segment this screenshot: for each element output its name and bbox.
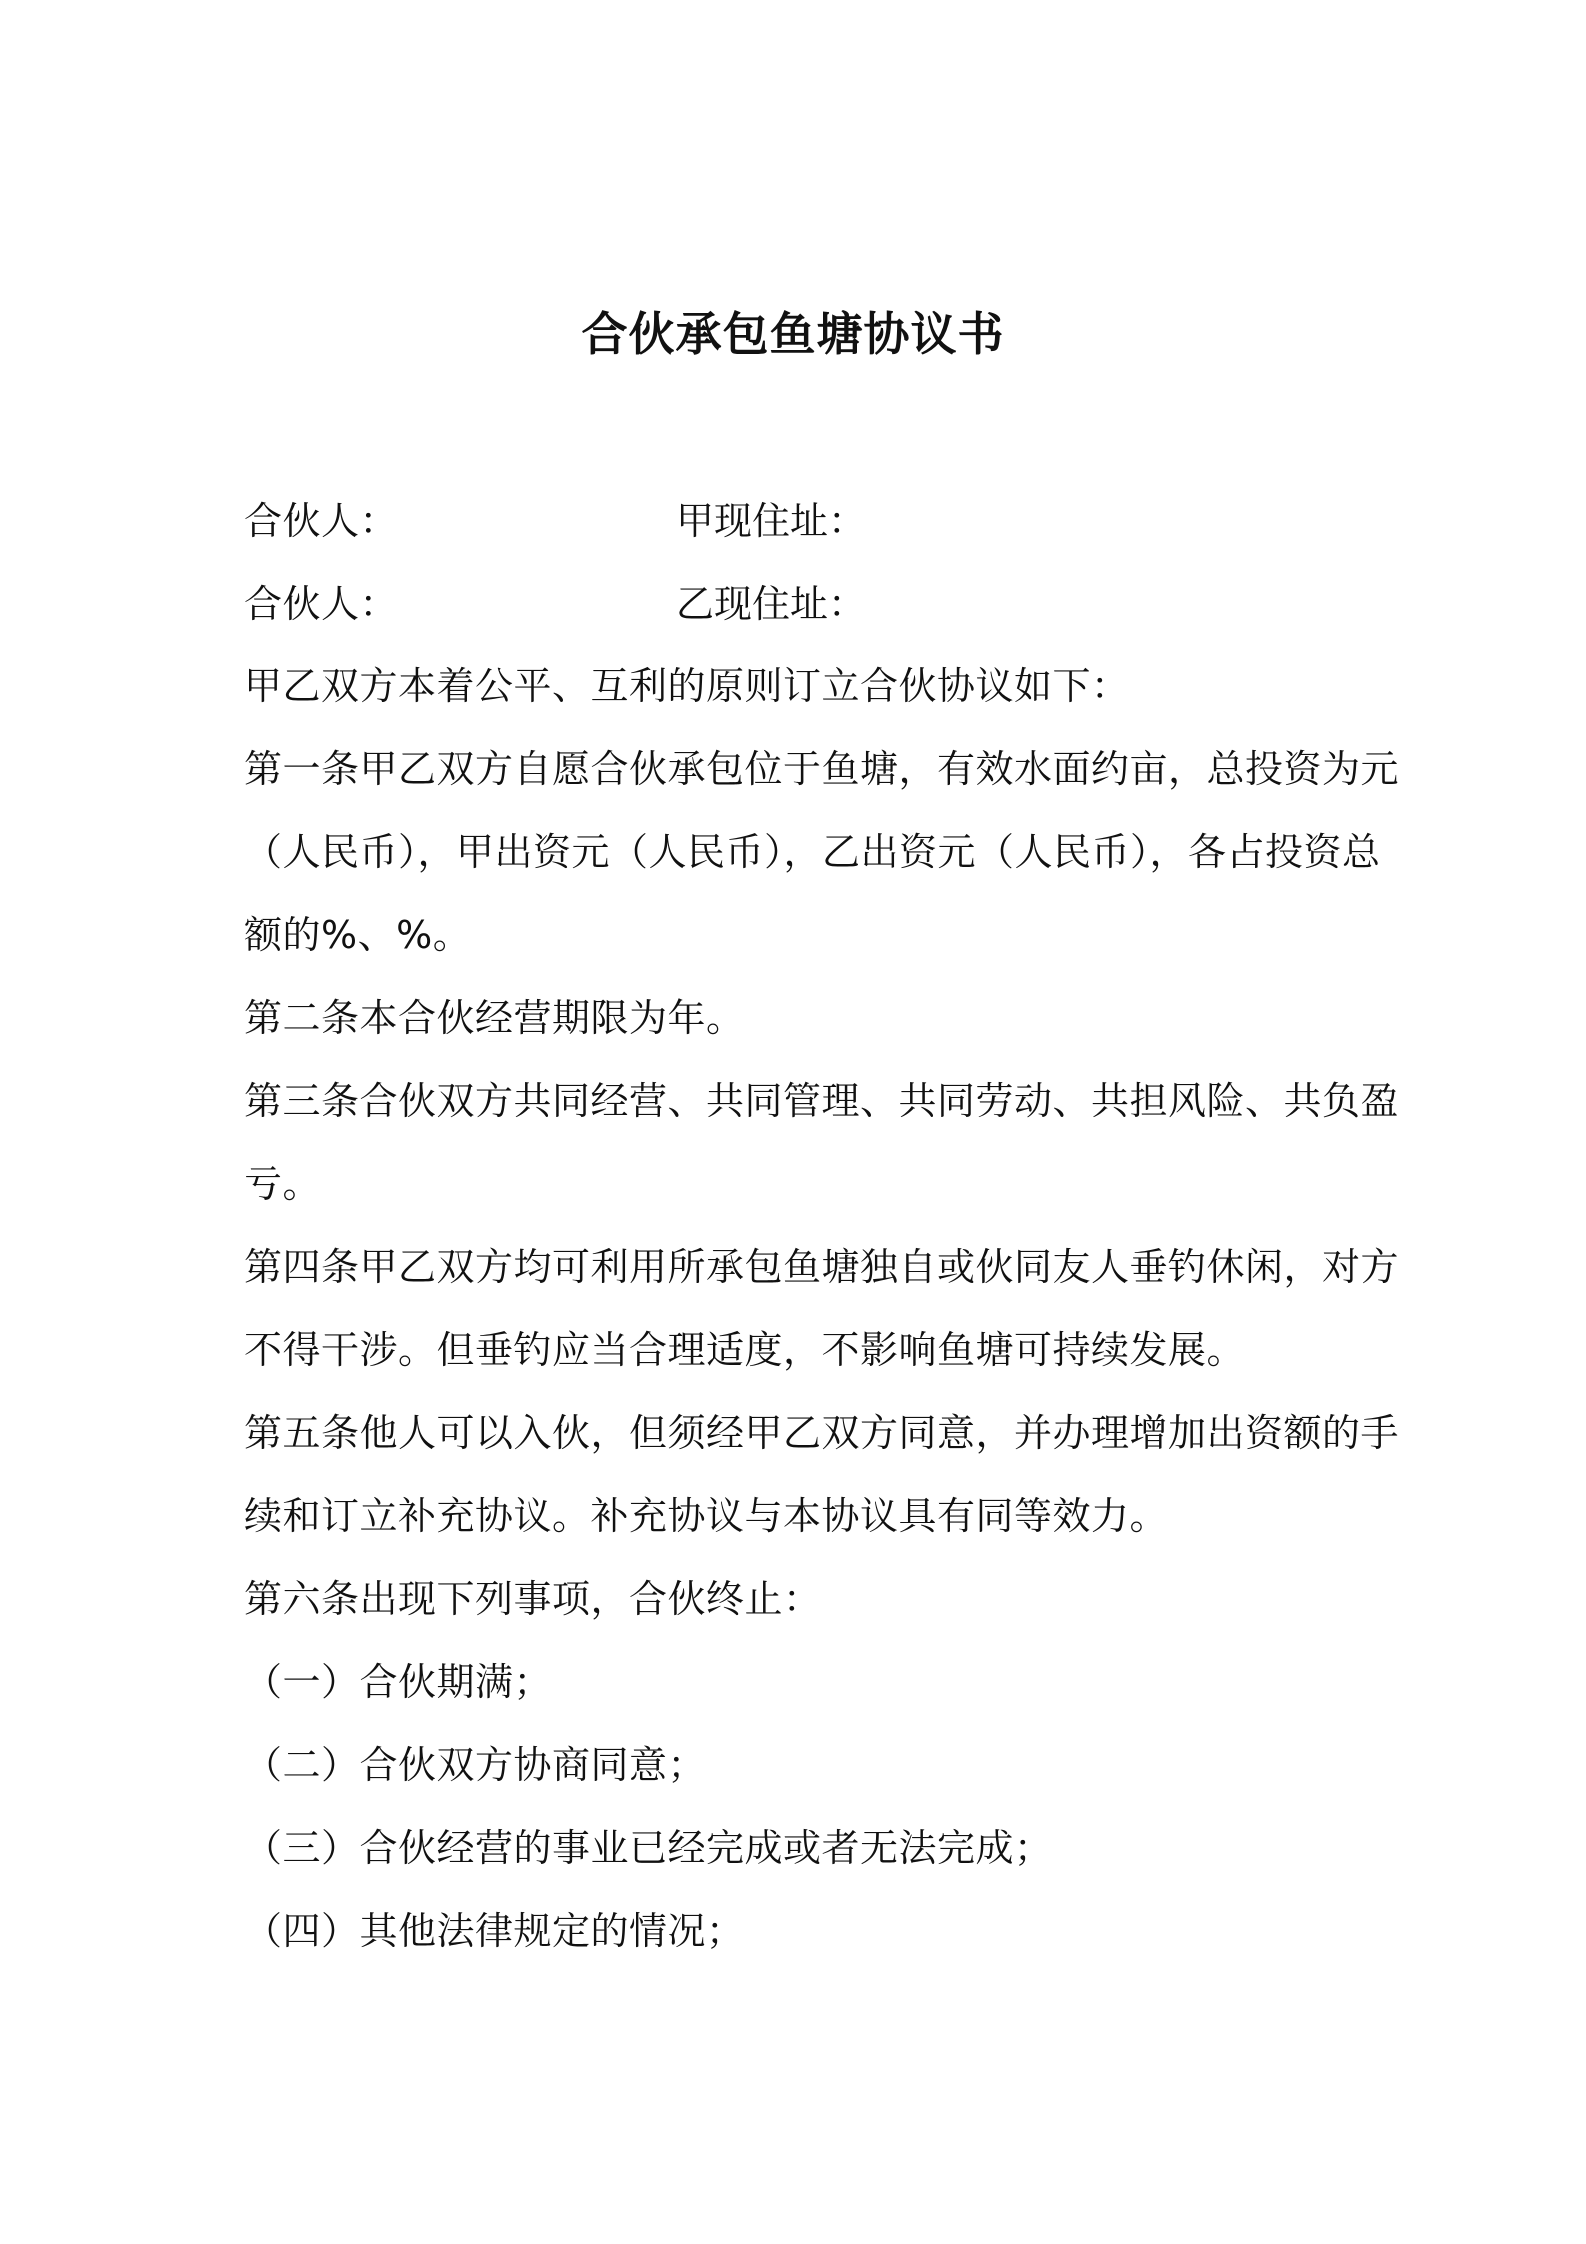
partner-b-label: 合伙人： — [244, 582, 399, 626]
article-1-line-2: （人民币），甲出资元（人民币），乙出资元（人民币），各占投资总 — [244, 830, 1381, 874]
article-4-line-2: 不得干涉。但垂钓应当合理适度，不影响鱼塘可持续发展。 — [244, 1328, 1246, 1372]
article-2-line: 第二条本合伙经营期限为年。 — [244, 996, 745, 1040]
article-6-item-1: （一）合伙期满； — [244, 1660, 553, 1704]
document-title: 合伙承包鱼塘协议书 — [581, 307, 1005, 361]
article-1-line-1: 第一条甲乙双方自愿合伙承包位于鱼塘，有效水面约亩，总投资为元 — [244, 747, 1400, 791]
partner-a-label: 合伙人： — [244, 499, 399, 543]
partner-b-address-label: 乙现住址： — [676, 582, 867, 626]
article-3-line-2: 亏。 — [244, 1162, 322, 1206]
article-3-line-1: 第三条合伙双方共同经营、共同管理、共同劳动、共担风险、共负盈 — [244, 1079, 1400, 1123]
article-6-item-3: （三）合伙经营的事业已经完成或者无法完成； — [244, 1826, 1053, 1870]
preamble-line: 甲乙双方本着公平、互利的原则订立合伙协议如下： — [244, 664, 1130, 708]
article-1-line-3: 额的%、%。 — [244, 913, 472, 957]
article-4-line-1: 第四条甲乙双方均可利用所承包鱼塘独自或伙同友人垂钓休闲，对方 — [244, 1245, 1400, 1289]
article-6-item-2: （二）合伙双方协商同意； — [244, 1743, 707, 1787]
partner-a-address-label: 甲现住址： — [676, 499, 867, 543]
article-6-item-4: （四）其他法律规定的情况； — [244, 1909, 745, 1953]
article-5-line-1: 第五条他人可以入伙，但须经甲乙双方同意，并办理增加出资额的手 — [244, 1411, 1400, 1455]
article-5-line-2: 续和订立补充协议。补充协议与本协议具有同等效力。 — [244, 1494, 1169, 1538]
article-6-line: 第六条出现下列事项，合伙终止： — [244, 1577, 822, 1621]
